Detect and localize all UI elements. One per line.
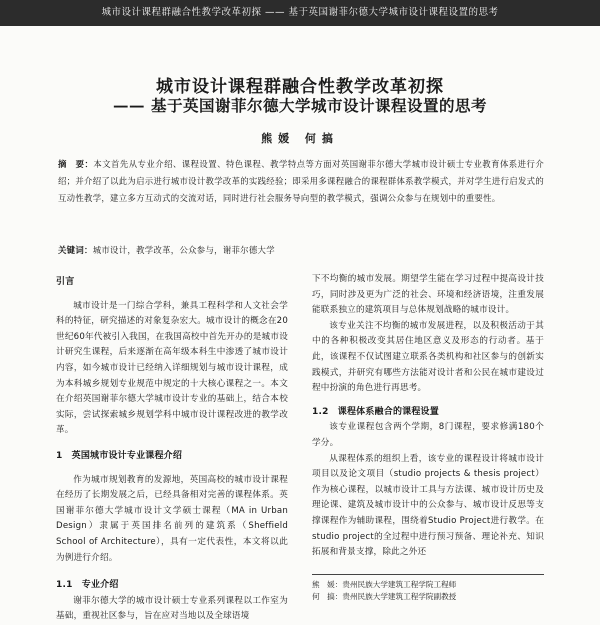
paper-title: 城市设计课程群融合性教学改革初探 <box>156 77 444 97</box>
abstract-text: 本文首先从专业介绍、课程设置、特色课程、教学特点等方面对英国谢菲尔德大学城市设计硕士专业教育体系进行介绍；并介绍了以此为启示进行城市设计教学改革的实践经验；即采用多课程融合的课程群体系教学模式，并对学生进行启发式的互动性教学，建立多方互动式的交流对话，同时进行社会服务导向型的教学模式，强调公众参与在规划中的重要性。 <box>58 159 544 203</box>
running-header: 城市设计课程群融合性教学改革初探 —— 基于英国谢菲尔德大学城市设计课程设置的思考 <box>0 0 600 26</box>
right-column <box>312 272 544 561</box>
footnote-line-2: 何 搞：贵州民族大学建筑工程学院副教授 <box>312 592 457 601</box>
section-1-paragraph: 作为城市规划教育的发源地，英国高校的城市设计课程在经历了长期发展之后，已经具备相对完善的课程体系。英国谢菲尔德大学城市设计文学硕士课程（MA in Urban Design）隶属于英国排名前列的建筑系（Sheffield School of Architecture），具有一定代表性，本文将以此为例进行介绍。 <box>56 474 288 563</box>
paragraph-4: 从课程体系的组织上看，该专业的课程设计将城市设计项目以及论文项目（studio projects & thesis project）作为核心课程，以城市设计工具与方法课、城市设计历史及理论课、建筑及城市设计中的公众参与、城市设计反思等支撑课程作为辅助课程，围绕着Studio Project进行教学。在studio project的全过程中进行预习预备、理论补充、知识拓展和背景支撑，除此之外还 <box>312 453 544 558</box>
abstract-label: 摘 要： <box>58 159 94 169</box>
left-column <box>56 275 288 625</box>
paper-subtitle: —— 基于英国谢菲尔德大学城市设计课程设置的思考 <box>113 96 487 115</box>
paragraph-2: 该专业关注不均衡的城市发展进程，以及积极活动于其中的各种积极改变其居住地区意义及形态的行动者。基于此，该课程不仅试图建立联系各类机构和社区参与的创新实践模式，并研究有哪些方法能对设计者和公民在城市建设过程中扮演的角色进行再思考。 <box>312 320 544 394</box>
authors: 熊媛 何搞 <box>261 132 339 145</box>
keywords-text: 城市设计，教学改革，公众参与，谢菲尔德大学 <box>92 245 275 255</box>
section-1-2-paragraph: 该专业课程包含两个学期，8门课程，要求修满180个学分。 <box>312 422 544 448</box>
section-1-1-paragraph: 谢菲尔德大学的城市设计硕士专业系列课程以工作室为基础，重视社区参与，旨在应对当地以及全球语境 <box>56 595 288 622</box>
footnote-line-1: 熊 媛：贵州民族大学建筑工程学院工程师 <box>312 580 457 589</box>
keywords-label: 关键词： <box>58 245 93 255</box>
section-1-heading: 1 英国城市设计专业课程介绍 <box>56 450 183 461</box>
intro-heading: 引言 <box>56 277 75 287</box>
intro-paragraph: 城市设计是一门综合学科，兼具工程科学和人文社会学科的特征，研究描述的对象复杂宏大。城市设计的概念在20世纪60年代被引入我国，在我国高校中首先开办的是城市设计研究生课程，后来逐渐在高年级本科生中渗透了城市设计内容，如今城市设计已经纳入详细规划与城市设计课程，成为本科城乡规划专业规范中规定的十大核心课程之一。本文在介绍英国谢菲尔德大学城市设计专业的基础上，结合本校实际，尝试探索城乡规划学科中城市设计课程改进的教学改革。 <box>56 300 288 436</box>
section-1-1-heading: 1.1 专业介绍 <box>56 580 119 591</box>
continued-paragraph: 下不均衡的城市发展。期望学生能在学习过程中提高设计技巧，同时涉及更为广泛的社会、环境和经济语境，注重发展能联系独立的建筑项目与总体规划战略的城市设计。 <box>312 274 544 316</box>
author-footnote <box>312 574 544 603</box>
abstract <box>58 156 544 207</box>
section-1-2-heading: 1.2 课程体系融合的课程设置 <box>312 406 439 417</box>
keywords <box>58 242 544 258</box>
